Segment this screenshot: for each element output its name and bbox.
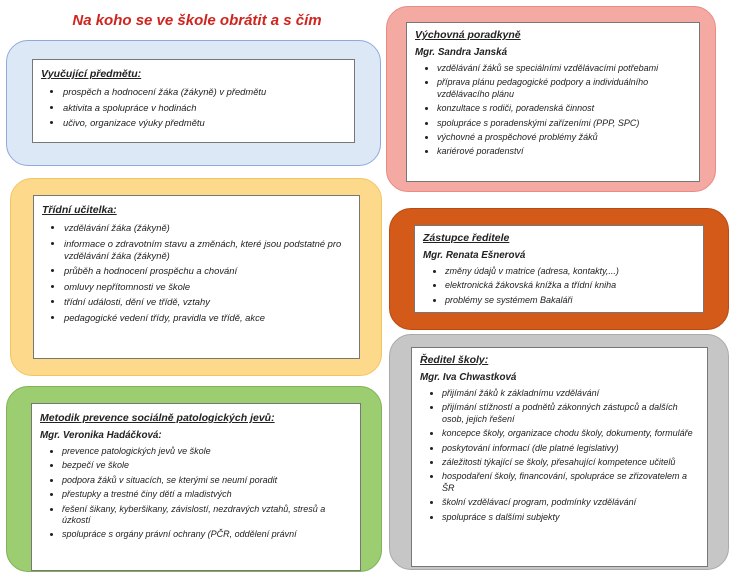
principal-card bbox=[411, 347, 708, 567]
teacher-panel bbox=[6, 40, 381, 166]
list-item: • třídní události, dění ve třídě, vztahy bbox=[64, 296, 351, 308]
list-item: • bezpečí ve škole bbox=[62, 460, 352, 471]
counselor-person: Mgr. Sandra Janská bbox=[415, 47, 508, 58]
list-item: • informace o zdravotním stavu a změnách, které jsou podstatné pro vzdělávání žáka (žákyně) bbox=[64, 238, 351, 262]
page-title: Na koho se ve škole obrátit a s čím bbox=[72, 12, 322, 29]
teacher-list bbox=[41, 86, 346, 129]
class-teacher-list bbox=[42, 222, 351, 324]
list-item: • přestupky a trestné činy dětí a mladistvých bbox=[62, 489, 352, 500]
list-item: • podpora žáků v situacích, se kterými se neumí poradit bbox=[62, 475, 352, 486]
list-item: • učivo, organizace výuky předmětu bbox=[63, 117, 346, 129]
teacher-card bbox=[32, 59, 355, 143]
prevention-person: Mgr. Veronika Hadáčková: bbox=[40, 430, 162, 441]
counselor-list bbox=[415, 63, 691, 158]
list-item: • koncepce školy, organizace chodu školy, dokumenty, formuláře bbox=[442, 428, 699, 439]
list-item: • školní vzdělávací program, podmínky vzdělávání bbox=[442, 497, 699, 508]
list-item: • vzdělávání žáků se speciálními vzdělávacími potřebami bbox=[437, 63, 691, 74]
list-item: • výchovné a prospěchové problémy žáků bbox=[437, 132, 691, 143]
class-teacher-panel bbox=[10, 178, 382, 376]
deputy-heading: Zástupce ředitele bbox=[423, 232, 510, 244]
deputy-person: Mgr. Renata Ešnerová bbox=[423, 250, 526, 261]
prevention-card bbox=[31, 403, 361, 571]
prevention-panel bbox=[6, 386, 382, 572]
deputy-panel bbox=[389, 208, 729, 330]
list-item: • prospěch a hodnocení žáka (žákyně) v předmětu bbox=[63, 86, 346, 98]
list-item: • řešení šikany, kyberšikany, závislostí, nezdravých vztahů, stresů a úzkostí bbox=[62, 504, 352, 527]
class-teacher-heading: Třídní učitelka: bbox=[42, 204, 117, 216]
list-item: • vzdělávání žáka (žákyně) bbox=[64, 222, 351, 234]
principal-list bbox=[420, 388, 699, 523]
list-item: • poskytování informací (dle platné legislativy) bbox=[442, 443, 699, 454]
prevention-heading: Metodik prevence sociálně patologických jevů: bbox=[40, 412, 275, 424]
deputy-list bbox=[423, 266, 695, 306]
principal-person: Mgr. Iva Chwastková bbox=[420, 372, 517, 383]
list-item: • přijímání žáků k základnímu vzdělávání bbox=[442, 388, 699, 399]
list-item: • příprava plánu pedagogické podpory a individuálního vzdělávacího plánu bbox=[437, 77, 691, 100]
list-item: • spolupráce s dalšími subjekty bbox=[442, 512, 699, 523]
principal-heading: Ředitel školy: bbox=[420, 354, 489, 366]
list-item: • spolupráce s poradenskými zařízeními (PPP, SPC) bbox=[437, 118, 691, 129]
list-item: • kariérové poradenství bbox=[437, 146, 691, 157]
deputy-card bbox=[414, 225, 704, 313]
class-teacher-card bbox=[33, 195, 360, 359]
teacher-heading: Vyučující předmětu: bbox=[41, 68, 142, 80]
list-item: • omluvy nepřítomnosti ve škole bbox=[64, 281, 351, 293]
principal-panel bbox=[389, 334, 729, 570]
list-item: • pedagogické vedení třídy, pravidla ve třídě, akce bbox=[64, 312, 351, 324]
list-item: • záležitosti týkající se školy, přesahující kompetence učitelů bbox=[442, 457, 699, 468]
list-item: • konzultace s rodiči, poradenská činnost bbox=[437, 103, 691, 114]
counselor-panel bbox=[386, 6, 716, 192]
list-item: • aktivita a spolupráce v hodinách bbox=[63, 102, 346, 114]
list-item: • elektronická žákovská knížka a třídní kniha bbox=[445, 280, 695, 291]
prevention-list bbox=[40, 446, 352, 541]
list-item: • průběh a hodnocení prospěchu a chování bbox=[64, 265, 351, 277]
list-item: • změny údajů v matrice (adresa, kontakty,...) bbox=[445, 266, 695, 277]
list-item: • spolupráce s orgány právní ochrany (PČR, oddělení právní bbox=[62, 529, 352, 540]
counselor-card bbox=[406, 22, 700, 182]
list-item: • přijímání stížností a podnětů zákonných zástupců a dalších osob, jejich řešení bbox=[442, 402, 699, 425]
counselor-heading: Výchovná poradkyně bbox=[415, 29, 521, 41]
list-item: • prevence patologických jevů ve škole bbox=[62, 446, 352, 457]
list-item: • problémy se systémem Bakaláři bbox=[445, 295, 695, 306]
list-item: • hospodaření školy, financování, spolupráce se zřizovatelem a ŠR bbox=[442, 471, 699, 494]
